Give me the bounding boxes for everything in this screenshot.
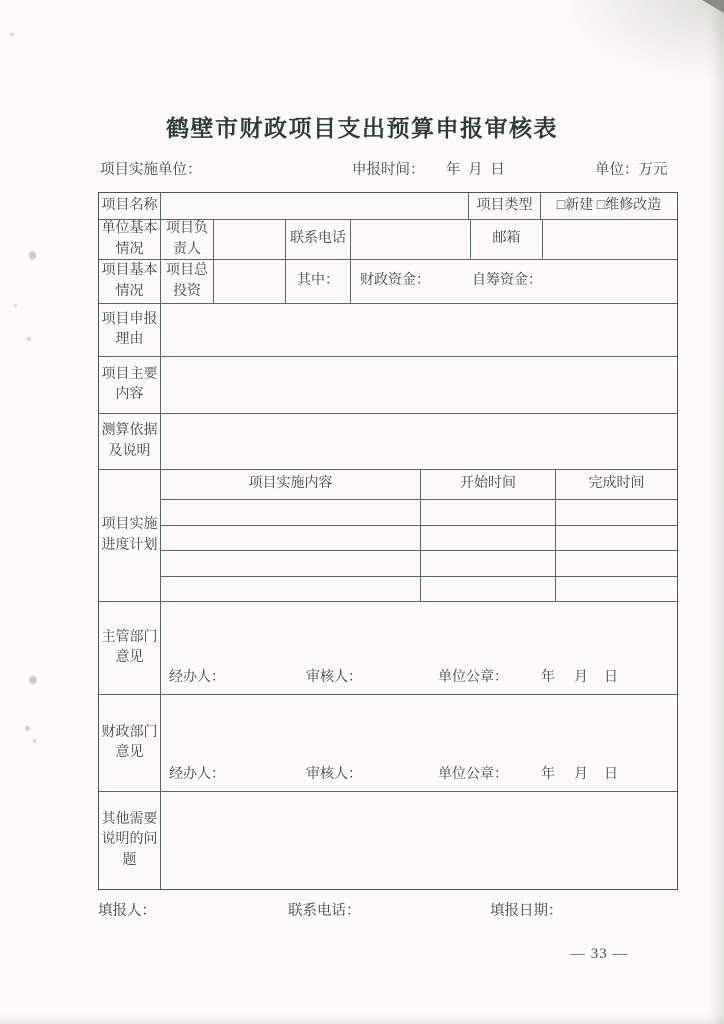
row-dept-opinion <box>99 601 677 694</box>
progress-cell <box>556 500 677 525</box>
day-label: 日 <box>604 669 618 685</box>
email-value <box>543 220 677 259</box>
reviewer-label: 审核人： <box>306 669 362 685</box>
scan-right-shadow <box>710 0 724 1024</box>
fill-date-label: 填报日期： <box>490 903 563 919</box>
year-label: 年 <box>541 669 555 685</box>
total-investment-label: 项目总投资 <box>161 260 214 303</box>
contact-phone-value <box>351 220 471 259</box>
progress-col-finish: 完成时间 <box>588 476 645 492</box>
other-issues-value <box>161 792 677 889</box>
seal-label: 单位公章： <box>438 669 508 685</box>
page-title: 鹤壁市财政项目支出预算申报审核表 <box>166 116 558 141</box>
progress-subtable <box>161 470 677 601</box>
dept-opinion-cell <box>161 602 677 694</box>
project-name-value <box>161 193 469 219</box>
email-label: 邮箱 <box>471 220 543 259</box>
progress-row <box>161 500 677 526</box>
progress-cell <box>421 551 556 576</box>
filler-label: 填报人： <box>98 903 156 919</box>
row-finance-opinion <box>99 694 677 791</box>
project-basic-label: 项目基本情况 <box>99 260 161 303</box>
progress-cell <box>421 500 556 525</box>
scan-speck <box>29 251 36 260</box>
project-leader-label: 项目负责人 <box>161 220 214 259</box>
dept-opinion-label: 主管部门意见 <box>99 602 161 694</box>
other-issues-label: 其他需要说明的问题 <box>99 792 161 889</box>
project-name-label: 项目名称 <box>99 193 161 219</box>
progress-row <box>161 577 677 602</box>
dept-opinion-space <box>161 602 677 668</box>
footer-phone-label: 联系电话： <box>288 903 361 919</box>
progress-cell <box>556 526 677 551</box>
progress-row <box>161 526 677 552</box>
progress-cell <box>421 526 556 551</box>
dept-opinion-sign-row <box>161 668 677 694</box>
calc-basis-label: 测算依据及说明 <box>99 414 161 469</box>
row-apply-reason <box>99 303 677 356</box>
self-funds-label: 自筹资金： <box>472 273 542 289</box>
progress-header-row <box>161 470 677 500</box>
form-meta-row <box>98 158 678 180</box>
progress-cell <box>161 551 421 576</box>
total-investment-value <box>214 260 286 303</box>
handler-label: 经办人： <box>169 669 225 685</box>
row-project-basic <box>99 259 677 303</box>
project-leader-value <box>214 220 286 259</box>
finance-opinion-sign-row <box>161 765 677 791</box>
apply-time-label: 申报时间： <box>352 162 425 178</box>
progress-row <box>161 551 677 577</box>
progress-col-content: 项目实施内容 <box>161 470 421 499</box>
form-table <box>98 192 678 890</box>
scan-speck <box>33 739 36 743</box>
progress-cell <box>161 577 421 602</box>
row-unit-basic <box>99 219 677 259</box>
form-footer-row <box>98 899 678 921</box>
project-type-label: 项目类型 <box>469 193 541 219</box>
row-project-name <box>99 193 677 219</box>
scan-speck <box>14 304 17 307</box>
month-label: 月 <box>574 766 588 782</box>
funds-cell <box>351 260 677 303</box>
row-main-content <box>99 356 677 413</box>
row-progress-plan <box>99 469 677 601</box>
row-other-issues <box>99 791 677 889</box>
reviewer-label: 审核人： <box>306 766 362 782</box>
scan-speck <box>29 676 37 684</box>
apply-date-placeholder: 年 月 日 <box>446 162 507 178</box>
main-content-value <box>161 357 677 413</box>
among-label: 其中： <box>286 260 351 303</box>
implement-unit-label: 项目实施单位： <box>100 162 202 178</box>
progress-cell <box>556 551 677 576</box>
year-label: 年 <box>541 766 555 782</box>
handler-label: 经办人： <box>169 766 225 782</box>
day-label: 日 <box>604 766 618 782</box>
contact-phone-label: 联系电话 <box>286 220 351 259</box>
page-number: — 33 — <box>570 946 629 962</box>
project-type-options: □新建 □维修改造 <box>556 197 662 213</box>
scan-bottom-shadow <box>0 1014 724 1024</box>
progress-plan-label: 项目实施进度计划 <box>99 470 161 601</box>
row-calc-basis <box>99 413 677 469</box>
progress-cell <box>556 577 677 602</box>
progress-col-start: 开始时间 <box>421 470 556 499</box>
finance-opinion-cell <box>161 695 677 791</box>
progress-cell <box>161 500 421 525</box>
main-content-label: 项目主要内容 <box>99 357 161 413</box>
calc-basis-value <box>161 414 677 469</box>
scan-speck <box>10 33 14 36</box>
progress-cell <box>421 577 556 602</box>
unit-basic-label: 单位基本情况 <box>99 220 161 259</box>
unit-label: 单位：万元 <box>595 162 668 178</box>
scan-speck <box>27 337 31 341</box>
finance-opinion-label: 财政部门意见 <box>99 695 161 791</box>
scan-corner-shading <box>564 0 724 80</box>
finance-opinion-space <box>161 695 677 765</box>
scan-speck <box>25 726 30 731</box>
fiscal-funds-label: 财政资金： <box>360 273 430 289</box>
month-label: 月 <box>574 669 588 685</box>
progress-cell <box>161 526 421 551</box>
apply-reason-value <box>161 304 677 356</box>
apply-reason-label: 项目申报理由 <box>99 304 161 356</box>
seal-label: 单位公章： <box>438 766 508 782</box>
